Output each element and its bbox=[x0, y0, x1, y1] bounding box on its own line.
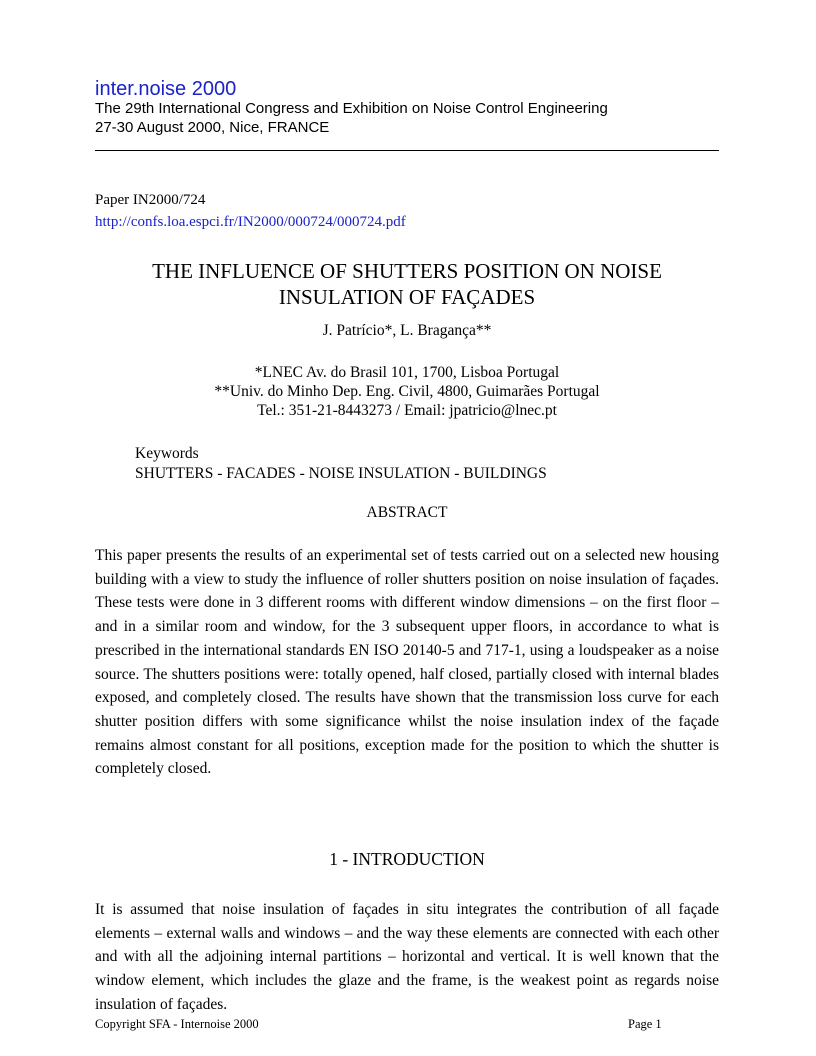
affiliation-2: **Univ. do Minho Dep. Eng. Civil, 4800, Guimarães Portugal bbox=[214, 383, 600, 400]
paper-title-line1: THE INFLUENCE OF SHUTTERS POSITION ON NOISE bbox=[152, 259, 662, 283]
footer-copyright: Copyright SFA - Internoise 2000 bbox=[95, 1017, 259, 1031]
conference-date-location: 27-30 August 2000, Nice, FRANCE bbox=[95, 119, 330, 136]
footer-page-number: Page 1 bbox=[628, 1017, 662, 1031]
paper-id: Paper IN2000/724 bbox=[95, 192, 206, 208]
introduction-paragraph: It is assumed that noise insulation of façades in situ integrates the contribution of all façade elements – external walls and windows – and the way these elements are connected with each other and with all the adjoining internal partitions – horizontal and vertical. It is well known that the window element, which includes the glaze and the frame, is the weakest point as regards noise insulation of façades. bbox=[95, 901, 719, 1013]
introduction-body bbox=[95, 898, 719, 1017]
paper-url-link[interactable]: http://confs.loa.espci.fr/IN2000/000724/000724.pdf bbox=[95, 214, 406, 230]
keywords-list: SHUTTERS - FACADES - NOISE INSULATION - BUILDINGS bbox=[135, 465, 547, 482]
contact-info: Tel.: 351-21-8443273 / Email: jpatricio@lnec.pt bbox=[257, 402, 557, 419]
abstract-paragraph: This paper presents the results of an experimental set of tests carried out on a selected new housing building with a view to study the influence of roller shutters position on noise insulation of façades. These tests were done in 3 different rooms with different window dimensions – on the first floor – and in a similar room and window, for the 3 subsequent upper floors, in accordance to what is prescribed in the international standards EN ISO 20140-5 and 717-1, using a loudspeaker as a noise source. The shutters positions were: totally opened, half closed, partially closed with internal blades exposed, and completely closed. The results have shown that the transmission loss curve for each shutter position differs with some significance whilst the noise insulation index of the façade remains almost constant for all positions, exception made for the position to which the shutter is completely closed. bbox=[95, 547, 719, 778]
introduction-heading: 1 - INTRODUCTION bbox=[329, 849, 485, 869]
conference-subtitle: The 29th International Congress and Exhibition on Noise Control Engineering bbox=[95, 100, 608, 117]
abstract-body bbox=[95, 544, 719, 781]
abstract-heading: ABSTRACT bbox=[366, 504, 448, 521]
affiliation-1: *LNEC Av. do Brasil 101, 1700, Lisboa Portugal bbox=[254, 364, 560, 381]
authors: J. Patrício*, L. Bragança** bbox=[322, 322, 492, 339]
header-divider bbox=[95, 150, 719, 151]
conference-name: inter.noise 2000 bbox=[95, 78, 237, 100]
keywords-label: Keywords bbox=[135, 445, 199, 462]
paper-title bbox=[95, 258, 719, 310]
paper-title-line2: INSULATION OF FAÇADES bbox=[278, 285, 536, 309]
